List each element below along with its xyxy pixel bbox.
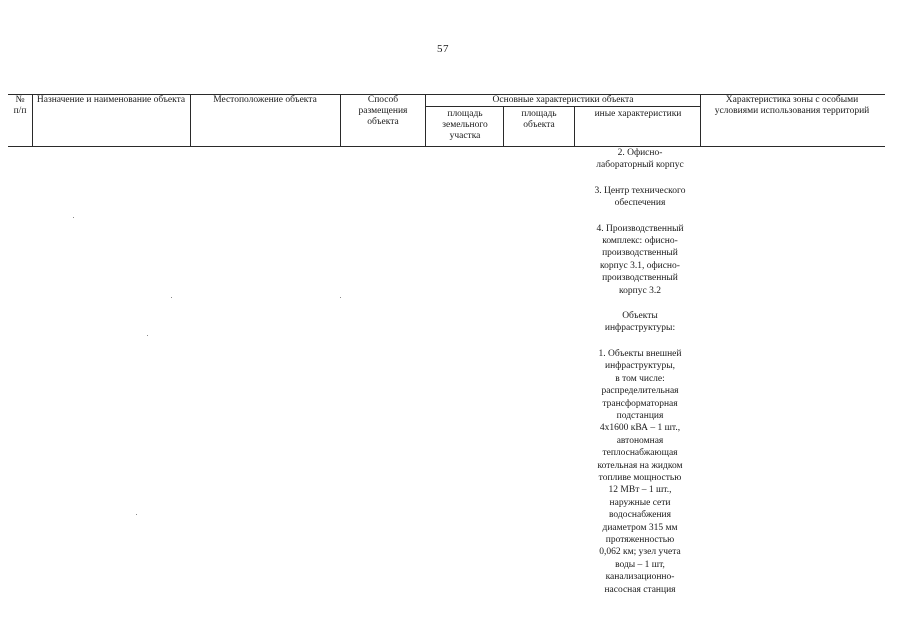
other-characteristics-cell (578, 147, 702, 609)
scan-speck (136, 514, 137, 515)
col-divider-1 (32, 94, 33, 146)
col-divider-4 (425, 94, 426, 146)
scan-speck (73, 217, 74, 218)
header-number: № п/п (13, 95, 27, 116)
header-name: Назначение и наименование объекта (36, 95, 186, 105)
col-divider-6 (574, 106, 575, 146)
list-item: 3. Центр технического обеспечения (594, 185, 686, 209)
header-zone-characteristics: Характеристика зоны с особыми условиями использования территорий (714, 95, 870, 116)
scan-speck (147, 335, 148, 336)
header-main-characteristics: Основные характеристики объекта (492, 95, 634, 105)
scan-speck (171, 297, 172, 298)
list-item: 2. Офисно- лабораторный корпус (596, 148, 684, 171)
list-item: Объекты инфраструктуры: (604, 311, 676, 334)
col-divider-2 (190, 94, 191, 146)
page-number: 57 (437, 43, 449, 55)
header-object-area: площадь объекта (521, 109, 557, 130)
scan-speck (340, 297, 341, 298)
list-item: 4. Производственный комплекс: офисно- производственный корпус 3.1, офисно- производственный корпус 3.2 (596, 223, 684, 296)
header-other-characteristics: иные характеристики (594, 109, 682, 119)
col-divider-5 (503, 106, 504, 146)
col-divider-3 (340, 94, 341, 146)
header-location: Местоположение объекта (213, 95, 317, 105)
header-bottom-border (8, 146, 885, 147)
header-placement: Способ размещения объекта (358, 95, 408, 127)
header-land-area: площадь земельного участка (442, 109, 488, 141)
col-divider-7 (700, 94, 701, 146)
subheader-divider (425, 106, 700, 107)
list-item: 1. Объекты внешней инфраструктуры, в том числе: распределительная трансформаторная подстанция 4х1600 кВА – 1 шт., автономная теплоснабжающая котельная на жидком топливе мощностью 12 МВт – 1 шт., наружные сети водоснабжения диаметром 315 мм протяженностью 0,062 км; узел учета воды – 1 шт, канализационно- насосная станция (597, 348, 683, 595)
